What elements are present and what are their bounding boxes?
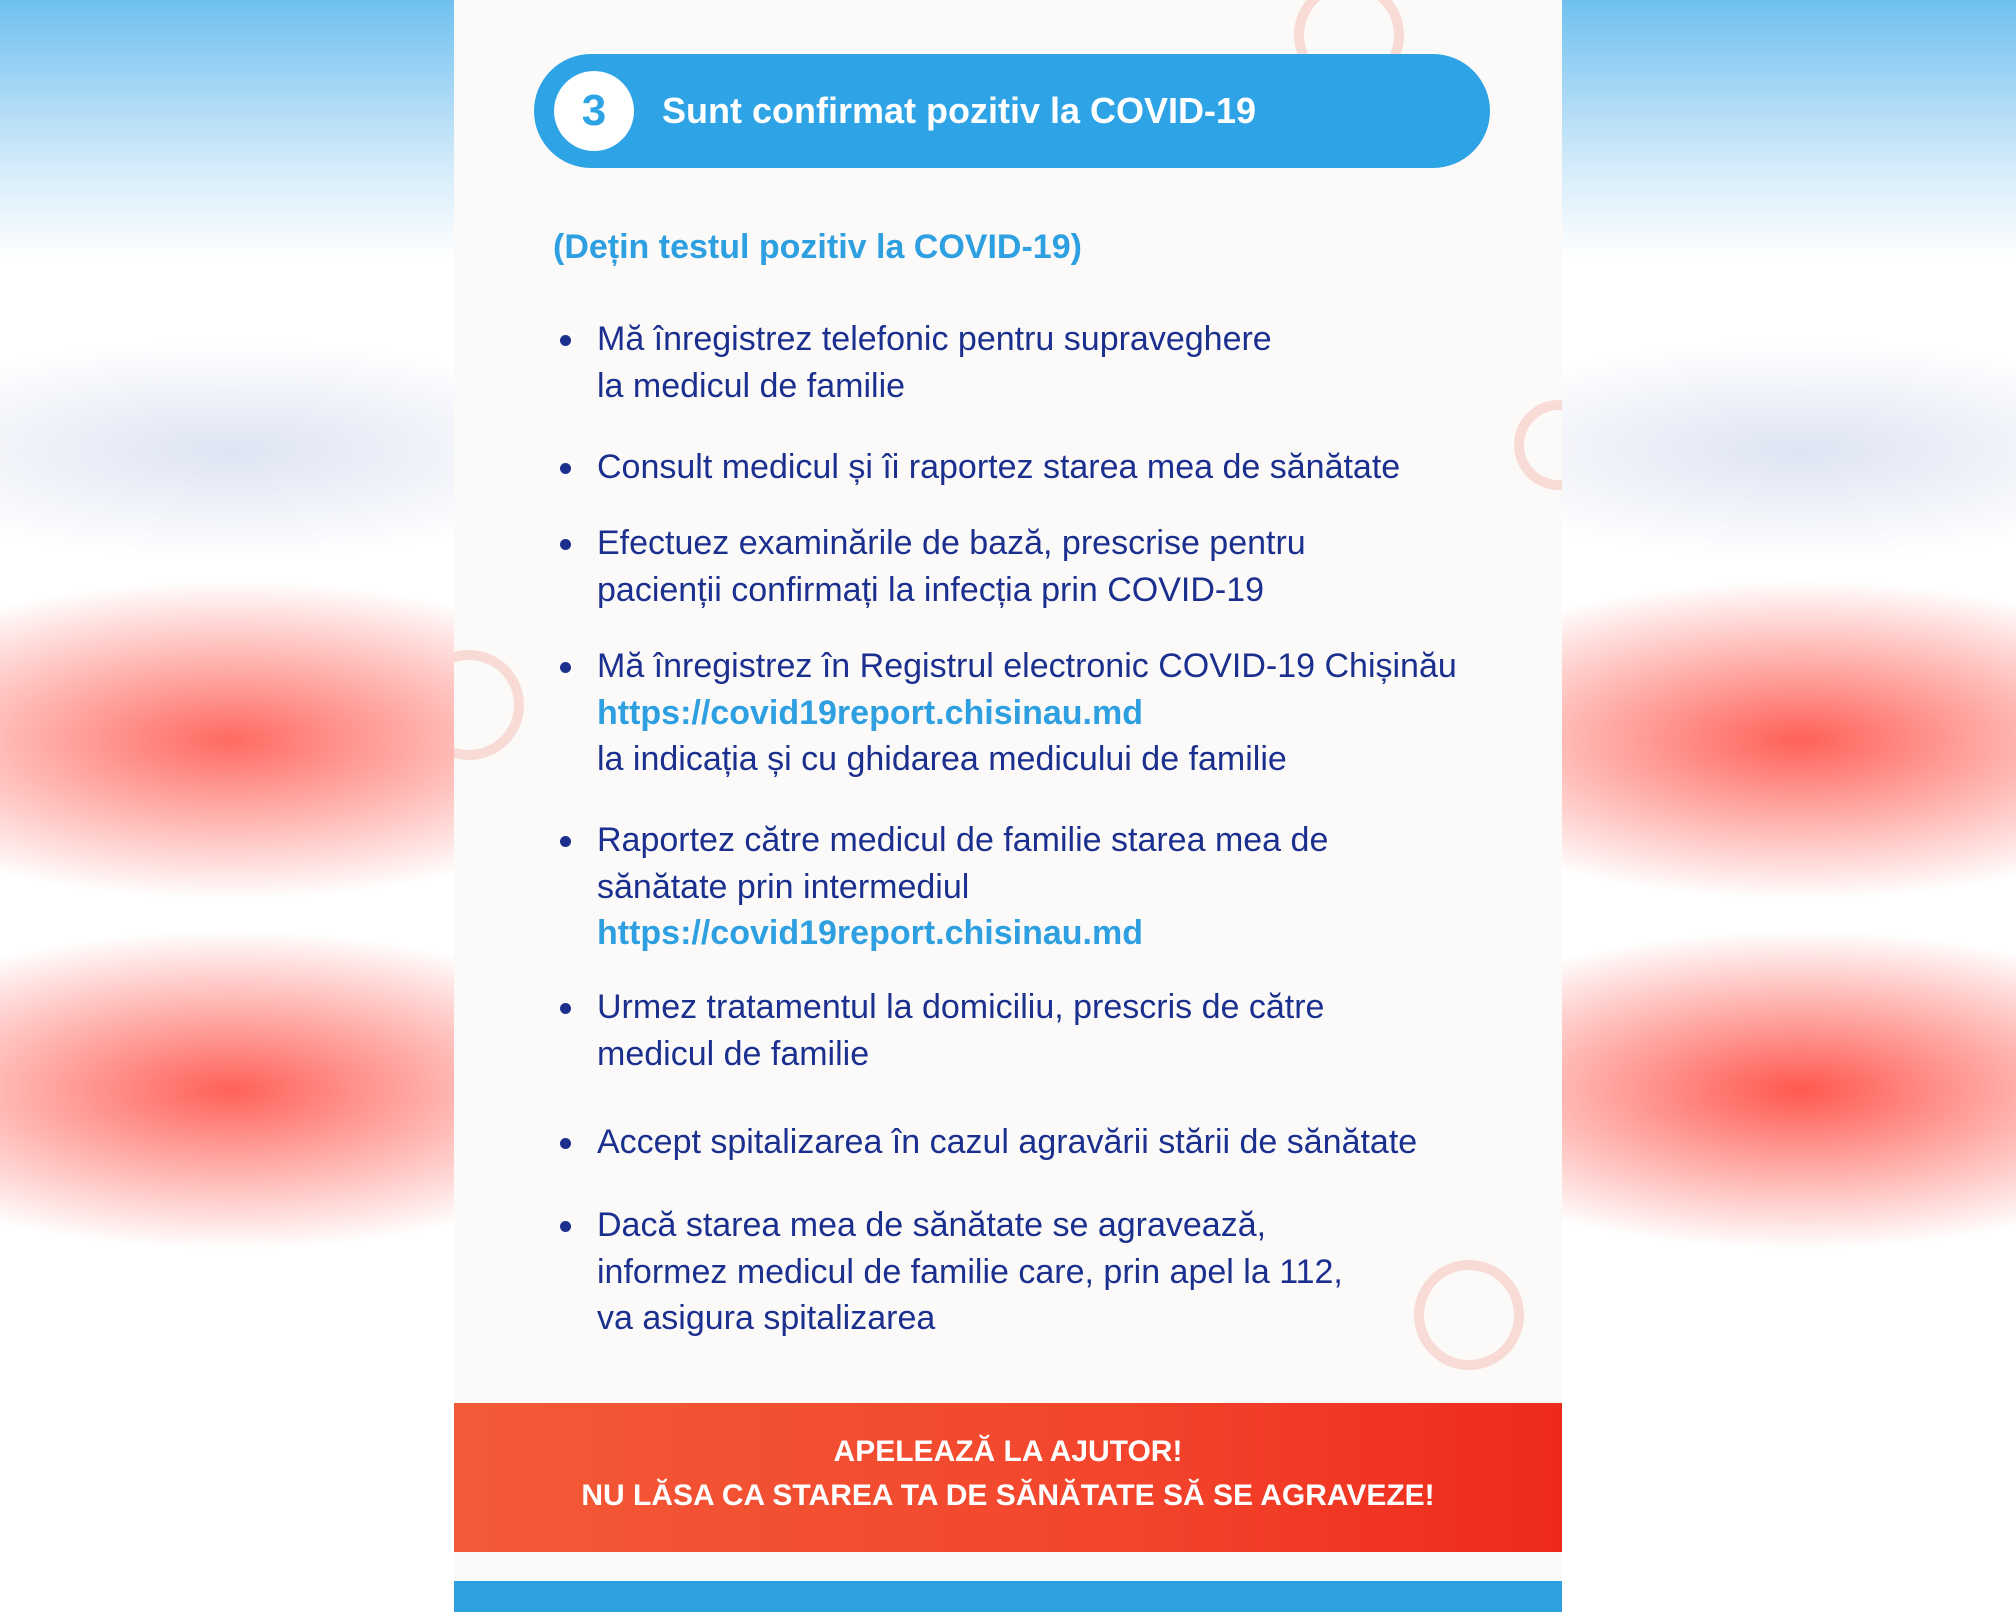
item-text: va asigura spitalizarea bbox=[597, 1299, 936, 1337]
list-item bbox=[564, 817, 1328, 957]
item-text: Dacă starea mea de sănătate se agravează, bbox=[597, 1206, 1267, 1244]
item-text: Raportez către medicul de familie starea mea de bbox=[597, 821, 1329, 859]
item-text: pacienții confirmați la infecția prin COVID-19 bbox=[597, 570, 1265, 609]
section-subtitle: (Dețin testul pozitiv la COVID-19) bbox=[553, 228, 1082, 266]
list-item bbox=[564, 1202, 1343, 1342]
item-text: Mă înregistrez în Registrul electronic COVID-19 Chișinău bbox=[597, 647, 1457, 685]
section-header bbox=[534, 54, 1490, 168]
item-text: Consult medicul și îi raportez starea mea de sănătate bbox=[597, 448, 1401, 486]
bullet-icon bbox=[560, 1221, 571, 1232]
virus-decoration-icon bbox=[1514, 400, 1562, 490]
item-text: Mă înregistrez telefonic pentru supraveghere bbox=[597, 320, 1272, 358]
item-text: Urmez tratamentul la domiciliu, prescris de către bbox=[597, 988, 1325, 1026]
section-title: Sunt confirmat pozitiv la COVID-19 bbox=[662, 90, 1257, 131]
banner-line-1: APELEAZĂ LA AJUTOR! bbox=[833, 1435, 1183, 1468]
bullet-icon bbox=[560, 662, 571, 673]
item-text: informez medicul de familie care, prin apel la 112, bbox=[597, 1252, 1343, 1291]
list-item bbox=[564, 444, 1400, 491]
bullet-icon bbox=[560, 1003, 571, 1014]
banner-line-2: NU LĂSA CA STAREA TA DE SĂNĂTATE SĂ SE AGRAVEZE! bbox=[581, 1479, 1435, 1512]
bullet-icon bbox=[560, 836, 571, 847]
covid-report-link[interactable]: https://covid19report.chisinau.md bbox=[597, 914, 1143, 952]
item-text: la medicul de familie bbox=[597, 366, 906, 405]
list-item bbox=[564, 984, 1324, 1077]
bullet-icon bbox=[560, 335, 571, 346]
item-text: sănătate prin intermediul bbox=[597, 867, 970, 906]
item-text: Accept spitalizarea în cazul agravării stării de sănătate bbox=[597, 1123, 1418, 1161]
item-text: la indicația și cu ghidarea medicului de familie bbox=[597, 740, 1287, 778]
bullet-icon bbox=[560, 539, 571, 550]
list-item bbox=[564, 520, 1306, 613]
bullet-icon bbox=[560, 463, 571, 474]
bottom-blue-band bbox=[454, 1581, 1562, 1612]
item-text: Efectuez examinările de bază, prescrise pentru bbox=[597, 524, 1306, 562]
list-item bbox=[564, 643, 1457, 783]
step-number-badge: 3 bbox=[554, 71, 634, 151]
call-for-help-banner bbox=[454, 1403, 1562, 1552]
covid-report-link[interactable]: https://covid19report.chisinau.md bbox=[597, 693, 1143, 732]
bullet-icon bbox=[560, 1138, 571, 1149]
virus-decoration-icon bbox=[454, 650, 524, 760]
item-text: medicul de familie bbox=[597, 1034, 870, 1073]
virus-decoration-icon bbox=[1414, 1260, 1524, 1370]
leaflet-page bbox=[454, 0, 1562, 1612]
list-item bbox=[564, 316, 1272, 409]
list-item bbox=[564, 1119, 1417, 1166]
